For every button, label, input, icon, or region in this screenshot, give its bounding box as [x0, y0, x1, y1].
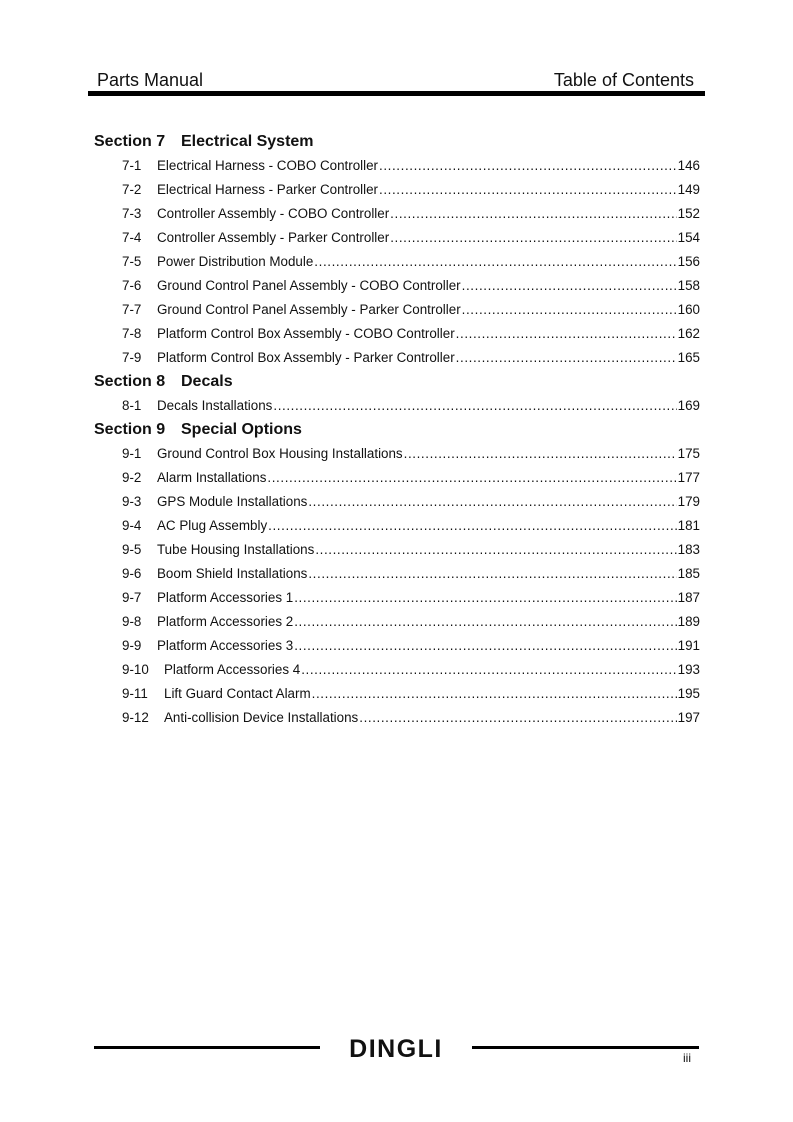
logo-text: DINGLI [349, 1035, 443, 1063]
entry-page: 189 [677, 614, 700, 629]
entry-title: Controller Assembly - COBO Controller [157, 206, 390, 221]
section-number: Section 7 [94, 133, 166, 150]
dot-leader [312, 682, 677, 706]
entry-number: 7-8 [122, 326, 142, 341]
dot-leader [273, 394, 676, 418]
entry-number: 7-6 [122, 278, 142, 293]
toc-entry[interactable] [94, 298, 700, 322]
dot-leader [379, 154, 677, 178]
entry-page: 181 [677, 518, 700, 533]
toc-entry[interactable] [94, 682, 700, 706]
entry-title: Power Distribution Module [157, 254, 314, 269]
entry-page: 160 [677, 302, 700, 317]
entry-number: 9-10 [122, 662, 149, 677]
entry-page: 158 [677, 278, 700, 293]
entry-number: 9-6 [122, 566, 142, 581]
entry-number: 7-5 [122, 254, 142, 269]
toc-entry[interactable] [94, 274, 700, 298]
entry-number: 8-1 [122, 398, 142, 413]
toc-entry[interactable] [94, 610, 700, 634]
footer-rule-left [94, 1046, 320, 1049]
entry-page: 197 [677, 710, 700, 725]
dot-leader [456, 346, 677, 370]
dot-leader [308, 490, 676, 514]
entry-number: 9-4 [122, 518, 142, 533]
entry-page: 149 [677, 182, 700, 197]
dot-leader [314, 250, 676, 274]
entry-number: 7-2 [122, 182, 142, 197]
toc-entry[interactable] [94, 658, 700, 682]
section-heading[interactable] [94, 370, 700, 394]
dot-leader [404, 442, 677, 466]
dot-leader [359, 706, 676, 730]
dot-leader [268, 514, 677, 538]
section-heading[interactable] [94, 418, 700, 442]
section-number: Section 9 [94, 421, 166, 438]
toc-entry[interactable] [94, 226, 700, 250]
dot-leader [267, 466, 676, 490]
entry-number: 7-4 [122, 230, 142, 245]
entry-number: 9-1 [122, 446, 142, 461]
entry-number: 9-11 [122, 686, 148, 701]
header-rule [88, 91, 705, 96]
entry-page: 195 [677, 686, 700, 701]
entry-title: Boom Shield Installations [157, 566, 308, 581]
entry-number: 7-3 [122, 206, 142, 221]
dot-leader [390, 202, 676, 226]
entry-page: 154 [677, 230, 700, 245]
manual-title: Parts Manual [97, 70, 204, 90]
dot-leader [301, 658, 676, 682]
entry-title: Ground Control Box Housing Installations [157, 446, 403, 461]
entry-title: AC Plug Assembly [157, 518, 268, 533]
toc-entry[interactable] [94, 346, 700, 370]
entry-number: 9-7 [122, 590, 142, 605]
toc-entry[interactable] [94, 706, 700, 730]
entry-number: 7-7 [122, 302, 142, 317]
entry-page: 152 [677, 206, 700, 221]
page-header [90, 70, 704, 92]
toc-entry[interactable] [94, 466, 700, 490]
dot-leader [379, 178, 677, 202]
toc-entry[interactable] [94, 394, 700, 418]
toc-entry[interactable] [94, 250, 700, 274]
entry-number: 9-5 [122, 542, 142, 557]
dot-leader [294, 610, 676, 634]
entry-page: 179 [677, 494, 700, 509]
entry-number: 9-8 [122, 614, 142, 629]
entry-title: Alarm Installations [157, 470, 267, 485]
entry-page: 177 [677, 470, 700, 485]
dingli-logo [332, 1030, 460, 1064]
entry-number: 9-9 [122, 638, 142, 653]
entry-title: Anti-collision Device Installations [164, 710, 359, 725]
entry-title: Electrical Harness - Parker Controller [157, 182, 379, 197]
footer-rule-right [472, 1046, 699, 1049]
entry-page: 169 [677, 398, 700, 413]
section-title: Special Options [181, 421, 302, 438]
entry-number: 7-1 [122, 158, 142, 173]
entry-title: Ground Control Panel Assembly - COBO Controller [157, 278, 461, 293]
entry-title: Platform Accessories 3 [157, 638, 294, 653]
entry-title: Controller Assembly - Parker Controller [157, 230, 390, 245]
entry-title: Platform Accessories 4 [164, 662, 301, 677]
entry-page: 187 [677, 590, 700, 605]
toc-entry[interactable] [94, 202, 700, 226]
entry-number: 7-9 [122, 350, 142, 365]
entry-number: 9-2 [122, 470, 142, 485]
toc-entry[interactable] [94, 442, 700, 466]
toc-entry[interactable] [94, 634, 700, 658]
entry-title: Platform Accessories 2 [157, 614, 294, 629]
dot-leader [462, 298, 677, 322]
entry-title: Tube Housing Installations [157, 542, 315, 557]
toc-entry[interactable] [94, 538, 700, 562]
dot-leader [390, 226, 676, 250]
entry-page: 191 [677, 638, 700, 653]
entry-page: 156 [677, 254, 700, 269]
toc-entry[interactable] [94, 322, 700, 346]
section-number: Section 8 [94, 373, 166, 390]
dot-leader [294, 634, 676, 658]
entry-title: Decals Installations [157, 398, 273, 413]
entry-title: Electrical Harness - COBO Controller [157, 158, 379, 173]
entry-title: Platform Control Box Assembly - Parker Controller [157, 350, 455, 365]
toc-entry[interactable] [94, 514, 700, 538]
chapter-title: Table of Contents [553, 70, 694, 90]
entry-number: 9-12 [122, 710, 149, 725]
toc-entry[interactable] [94, 490, 700, 514]
entry-page: 193 [677, 662, 700, 677]
dot-leader [315, 538, 676, 562]
dot-leader [456, 322, 677, 346]
entry-page: 185 [677, 566, 700, 581]
section-heading[interactable] [94, 130, 700, 154]
entry-page: 162 [677, 326, 700, 341]
entry-page: 175 [677, 446, 700, 461]
entry-number: 9-3 [122, 494, 142, 509]
entry-title: Lift Guard Contact Alarm [164, 686, 311, 701]
toc-entry[interactable] [94, 154, 700, 178]
toc-entry[interactable] [94, 178, 700, 202]
page-number: iii [683, 1051, 691, 1065]
entry-title: Ground Control Panel Assembly - Parker Controller [157, 302, 461, 317]
entry-title: GPS Module Installations [157, 494, 308, 509]
section-title: Decals [181, 373, 233, 390]
dot-leader [308, 562, 676, 586]
toc-entry[interactable] [94, 562, 700, 586]
table-of-contents [94, 130, 700, 730]
dot-leader [462, 274, 677, 298]
entry-title: Platform Control Box Assembly - COBO Controller [157, 326, 455, 341]
section-title: Electrical System [181, 133, 314, 150]
entry-title: Platform Accessories 1 [157, 590, 294, 605]
entry-page: 146 [677, 158, 700, 173]
entry-page: 183 [677, 542, 700, 557]
entry-page: 165 [677, 350, 700, 365]
dot-leader [294, 586, 676, 610]
toc-entry[interactable] [94, 586, 700, 610]
